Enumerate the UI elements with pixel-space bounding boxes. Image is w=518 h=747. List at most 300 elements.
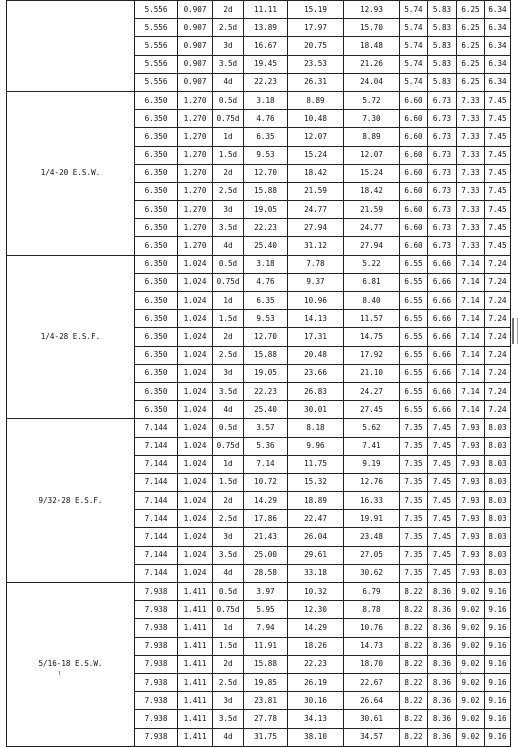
table-cell: 6.350 (135, 310, 178, 328)
table-cell: 7.24 (485, 401, 511, 419)
table-cell: 0.5d (213, 91, 244, 109)
table-cell: 7.33 (457, 110, 485, 128)
table-cell: 7.35 (400, 510, 428, 528)
table-cell: 8.22 (400, 601, 428, 619)
table-cell: 14.75 (344, 328, 400, 346)
table-cell: 6.34 (485, 1, 511, 19)
table-cell: 7.93 (457, 419, 485, 437)
table-cell: 1.024 (178, 546, 213, 564)
table-cell: 1.024 (178, 328, 213, 346)
table-cell: 6.350 (135, 382, 178, 400)
table-row (7, 419, 511, 437)
table-cell: 11.75 (288, 455, 344, 473)
table-cell: 6.55 (400, 346, 428, 364)
table-cell: 0.907 (178, 19, 213, 37)
table-cell: 34.57 (344, 728, 400, 746)
table-cell: 6.55 (400, 292, 428, 310)
table-cell: 6.35 (244, 128, 288, 146)
table-cell: 9.02 (457, 583, 485, 601)
table-cell: 15.24 (288, 146, 344, 164)
table-cell: 5.95 (244, 601, 288, 619)
table-cell: 7.144 (135, 546, 178, 564)
table-cell: 9.37 (288, 273, 344, 291)
thread-size-label (7, 1, 135, 92)
table-cell: 2.5d (213, 182, 244, 200)
table-cell: 7.45 (428, 510, 457, 528)
table-cell: 7.35 (400, 564, 428, 582)
table-cell: 5.74 (400, 37, 428, 55)
table-cell: 3d (213, 692, 244, 710)
table-cell: 3.5d (213, 55, 244, 73)
table-cell: 9.16 (485, 637, 511, 655)
table-cell: 18.26 (288, 637, 344, 655)
table-cell: 8.36 (428, 583, 457, 601)
table-cell: 2d (213, 1, 244, 19)
table-cell: 24.77 (344, 219, 400, 237)
table-cell: 0.75d (213, 437, 244, 455)
table-cell: 6.34 (485, 19, 511, 37)
table-cell: 8.03 (485, 419, 511, 437)
table-cell: 8.89 (288, 91, 344, 109)
table-cell: 5.72 (344, 91, 400, 109)
table-cell: 16.67 (244, 37, 288, 55)
table-cell: 8.22 (400, 728, 428, 746)
table-cell: 1.024 (178, 382, 213, 400)
thread-spec-table (6, 0, 511, 747)
table-cell: 6.350 (135, 346, 178, 364)
table-cell: 1.024 (178, 564, 213, 582)
table-cell: 7.14 (244, 455, 288, 473)
table-cell: 19.05 (244, 364, 288, 382)
table-cell: 7.14 (457, 292, 485, 310)
table-cell: 8.22 (400, 619, 428, 637)
table-cell: 4d (213, 401, 244, 419)
table-cell: 6.350 (135, 292, 178, 310)
table-cell: 9.02 (457, 673, 485, 691)
table-cell: 0.5d (213, 419, 244, 437)
table-cell: 24.77 (288, 201, 344, 219)
table-cell: 6.60 (400, 164, 428, 182)
table-cell: 7.14 (457, 401, 485, 419)
table-cell: 7.45 (428, 473, 457, 491)
table-cell: 7.144 (135, 419, 178, 437)
table-cell: 21.43 (244, 528, 288, 546)
table-cell: 8.36 (428, 692, 457, 710)
table-cell: 7.938 (135, 692, 178, 710)
table-cell: 18.42 (288, 164, 344, 182)
table-cell: 6.55 (400, 382, 428, 400)
table-cell: 26.83 (288, 382, 344, 400)
table-row (7, 91, 511, 109)
table-cell: 19.05 (244, 201, 288, 219)
table-cell: 1.5d (213, 310, 244, 328)
table-cell: 6.350 (135, 110, 178, 128)
table-cell: 6.350 (135, 164, 178, 182)
table-cell: 25.00 (244, 546, 288, 564)
table-cell: 8.03 (485, 492, 511, 510)
table-cell: 7.93 (457, 528, 485, 546)
table-cell: 0.907 (178, 1, 213, 19)
table-cell: 25.40 (244, 237, 288, 255)
table-cell: 7.45 (485, 91, 511, 109)
table-cell: 1.024 (178, 401, 213, 419)
table-cell: 5.556 (135, 37, 178, 55)
table-cell: 7.33 (457, 146, 485, 164)
table-cell: 7.938 (135, 710, 178, 728)
thread-spec-sheet (6, 0, 510, 747)
page-corner-mark-left (59, 671, 60, 675)
table-cell: 4d (213, 237, 244, 255)
table-cell: 1.024 (178, 346, 213, 364)
table-cell: 6.73 (428, 182, 457, 200)
table-cell: 0.75d (213, 273, 244, 291)
table-cell: 22.23 (288, 655, 344, 673)
table-cell: 6.55 (400, 310, 428, 328)
table-cell: 1.024 (178, 273, 213, 291)
table-cell: 10.72 (244, 473, 288, 491)
table-cell: 5.74 (400, 55, 428, 73)
table-cell: 7.938 (135, 728, 178, 746)
table-cell: 1.024 (178, 492, 213, 510)
table-cell: 0.907 (178, 55, 213, 73)
table-cell: 1.411 (178, 583, 213, 601)
table-cell: 1.270 (178, 146, 213, 164)
table-cell: 25.40 (244, 401, 288, 419)
table-cell: 24.04 (344, 73, 400, 91)
table-cell: 5.83 (428, 37, 457, 55)
table-cell: 3.57 (244, 419, 288, 437)
table-cell: 7.35 (400, 437, 428, 455)
table-cell: 7.33 (457, 201, 485, 219)
table-cell: 7.24 (485, 310, 511, 328)
table-cell: 6.73 (428, 237, 457, 255)
table-cell: 27.45 (344, 401, 400, 419)
table-cell: 7.938 (135, 583, 178, 601)
table-cell: 12.70 (244, 328, 288, 346)
table-cell: 6.73 (428, 91, 457, 109)
table-cell: 20.75 (288, 37, 344, 55)
table-cell: 6.66 (428, 382, 457, 400)
table-cell: 3d (213, 364, 244, 382)
table-cell: 26.19 (288, 673, 344, 691)
table-cell: 34.13 (288, 710, 344, 728)
table-cell: 1.411 (178, 601, 213, 619)
table-cell: 27.78 (244, 710, 288, 728)
table-cell: 7.14 (457, 364, 485, 382)
table-cell: 6.34 (485, 37, 511, 55)
table-cell: 6.55 (400, 328, 428, 346)
table-cell: 23.53 (288, 55, 344, 73)
table-cell: 7.93 (457, 510, 485, 528)
table-cell: 19.85 (244, 673, 288, 691)
table-cell: 29.61 (288, 546, 344, 564)
table-cell: 6.60 (400, 237, 428, 255)
table-cell: 7.144 (135, 564, 178, 582)
table-cell: 1.270 (178, 201, 213, 219)
table-cell: 9.53 (244, 310, 288, 328)
table-cell: 8.03 (485, 473, 511, 491)
table-cell: 8.03 (485, 528, 511, 546)
table-cell: 7.33 (457, 164, 485, 182)
table-cell: 4.76 (244, 273, 288, 291)
table-cell: 16.33 (344, 492, 400, 510)
table-cell: 12.07 (344, 146, 400, 164)
table-cell: 6.60 (400, 201, 428, 219)
table-cell: 1.270 (178, 91, 213, 109)
table-cell: 7.45 (428, 528, 457, 546)
scroll-marker (512, 318, 518, 344)
table-cell: 6.60 (400, 128, 428, 146)
table-cell: 14.29 (288, 619, 344, 637)
table-cell: 8.22 (400, 673, 428, 691)
table-cell: 7.93 (457, 564, 485, 582)
table-cell: 21.10 (344, 364, 400, 382)
table-cell: 10.32 (288, 583, 344, 601)
table-cell: 15.19 (288, 1, 344, 19)
table-cell: 7.78 (288, 255, 344, 273)
table-cell: 15.32 (288, 473, 344, 491)
table-cell: 1.024 (178, 364, 213, 382)
table-cell: 6.73 (428, 164, 457, 182)
table-cell: 3.5d (213, 710, 244, 728)
table-cell: 6.73 (428, 146, 457, 164)
table-cell: 6.350 (135, 128, 178, 146)
table-cell: 7.45 (485, 237, 511, 255)
table-cell: 1d (213, 455, 244, 473)
table-cell: 22.47 (288, 510, 344, 528)
table-cell: 5.74 (400, 73, 428, 91)
table-cell: 6.66 (428, 292, 457, 310)
table-cell: 6.60 (400, 182, 428, 200)
table-cell: 6.55 (400, 364, 428, 382)
table-cell: 1.411 (178, 673, 213, 691)
table-cell: 26.31 (288, 73, 344, 91)
table-cell: 7.45 (485, 128, 511, 146)
table-cell: 6.350 (135, 201, 178, 219)
table-cell: 6.73 (428, 110, 457, 128)
table-cell: 17.31 (288, 328, 344, 346)
table-cell: 7.93 (457, 437, 485, 455)
table-cell: 1d (213, 292, 244, 310)
table-cell: 1.5d (213, 637, 244, 655)
table-cell: 8.18 (288, 419, 344, 437)
table-cell: 3d (213, 528, 244, 546)
table-cell: 6.350 (135, 237, 178, 255)
table-cell: 6.25 (457, 73, 485, 91)
table-cell: 7.14 (457, 328, 485, 346)
table-cell: 1.270 (178, 110, 213, 128)
table-cell: 6.350 (135, 364, 178, 382)
thread-size-label: 1/4-28 E.S.F. (7, 255, 135, 419)
table-cell: 0.75d (213, 110, 244, 128)
table-cell: 7.94 (244, 619, 288, 637)
table-cell: 1.024 (178, 510, 213, 528)
table-cell: 26.04 (288, 528, 344, 546)
table-cell: 9.53 (244, 146, 288, 164)
table-cell: 5.83 (428, 55, 457, 73)
table-cell: 1.411 (178, 710, 213, 728)
table-cell: 31.75 (244, 728, 288, 746)
table-cell: 0.907 (178, 37, 213, 55)
table-cell: 7.144 (135, 492, 178, 510)
table-cell: 5.83 (428, 1, 457, 19)
table-cell: 0.5d (213, 255, 244, 273)
table-cell: 21.59 (344, 201, 400, 219)
table-cell: 6.66 (428, 328, 457, 346)
table-cell: 7.45 (485, 164, 511, 182)
table-cell: 15.88 (244, 346, 288, 364)
table-cell: 9.19 (344, 455, 400, 473)
table-cell: 7.938 (135, 637, 178, 655)
table-cell: 11.11 (244, 1, 288, 19)
table-cell: 8.22 (400, 637, 428, 655)
table-cell: 6.350 (135, 182, 178, 200)
table-cell: 8.36 (428, 655, 457, 673)
table-cell: 7.35 (400, 419, 428, 437)
table-cell: 6.350 (135, 401, 178, 419)
table-cell: 7.144 (135, 455, 178, 473)
table-cell: 3.18 (244, 91, 288, 109)
table-cell: 7.45 (485, 219, 511, 237)
table-cell: 8.36 (428, 673, 457, 691)
table-cell: 9.16 (485, 692, 511, 710)
table-cell: 7.14 (457, 382, 485, 400)
table-cell: 26.64 (344, 692, 400, 710)
table-cell: 15.24 (344, 164, 400, 182)
table-cell: 9.02 (457, 728, 485, 746)
table-cell: 1d (213, 619, 244, 637)
table-cell: 7.45 (428, 546, 457, 564)
table-cell: 20.48 (288, 346, 344, 364)
table-cell: 21.59 (288, 182, 344, 200)
table-cell: 9.02 (457, 637, 485, 655)
table-cell: 31.12 (288, 237, 344, 255)
table-cell: 6.25 (457, 1, 485, 19)
table-row (7, 255, 511, 273)
table-cell: 9.02 (457, 619, 485, 637)
table-cell: 6.350 (135, 91, 178, 109)
table-cell: 1.024 (178, 455, 213, 473)
table-cell: 1.5d (213, 146, 244, 164)
table-cell: 13.89 (244, 19, 288, 37)
table-cell: 3.18 (244, 255, 288, 273)
table-cell: 6.34 (485, 55, 511, 73)
table-cell: 6.55 (400, 273, 428, 291)
table-cell: 2d (213, 328, 244, 346)
table-cell: 3.5d (213, 546, 244, 564)
table-cell: 1.024 (178, 473, 213, 491)
table-cell: 6.66 (428, 364, 457, 382)
table-cell: 6.350 (135, 328, 178, 346)
table-cell: 7.93 (457, 473, 485, 491)
table-cell: 6.60 (400, 91, 428, 109)
table-cell: 1.411 (178, 655, 213, 673)
table-cell: 3.97 (244, 583, 288, 601)
table-cell: 7.938 (135, 655, 178, 673)
table-cell: 9.02 (457, 601, 485, 619)
table-cell: 5.556 (135, 19, 178, 37)
table-cell: 8.03 (485, 546, 511, 564)
table-cell: 1.024 (178, 419, 213, 437)
thread-size-label: 5/16-18 E.S.W. (7, 583, 135, 747)
table-cell: 7.24 (485, 382, 511, 400)
table-cell: 6.66 (428, 346, 457, 364)
table-cell: 11.57 (344, 310, 400, 328)
table-cell: 6.350 (135, 219, 178, 237)
table-cell: 7.35 (400, 473, 428, 491)
table-cell: 8.03 (485, 437, 511, 455)
table-cell: 8.03 (485, 510, 511, 528)
table-cell: 22.23 (244, 73, 288, 91)
table-cell: 7.35 (400, 528, 428, 546)
thread-size-label: 1/4-20 E.S.W. (7, 91, 135, 255)
table-cell: 5.556 (135, 73, 178, 91)
table-cell: 18.70 (344, 655, 400, 673)
table-cell: 7.30 (344, 110, 400, 128)
table-cell: 10.96 (288, 292, 344, 310)
table-cell: 14.29 (244, 492, 288, 510)
table-cell: 7.33 (457, 219, 485, 237)
table-cell: 5.83 (428, 19, 457, 37)
table-cell: 3.5d (213, 219, 244, 237)
table-cell: 8.89 (344, 128, 400, 146)
table-cell: 1.411 (178, 728, 213, 746)
table-cell: 0.5d (213, 583, 244, 601)
table-cell: 8.22 (400, 655, 428, 673)
table-cell: 8.36 (428, 637, 457, 655)
table-cell: 7.35 (400, 455, 428, 473)
table-cell: 28.58 (244, 564, 288, 582)
table-cell: 7.41 (344, 437, 400, 455)
table-cell: 7.144 (135, 510, 178, 528)
table-cell: 4.76 (244, 110, 288, 128)
table-cell: 6.66 (428, 273, 457, 291)
table-cell: 7.144 (135, 473, 178, 491)
table-cell: 7.24 (485, 273, 511, 291)
table-cell: 8.22 (400, 692, 428, 710)
table-cell: 5.83 (428, 73, 457, 91)
table-cell: 27.05 (344, 546, 400, 564)
table-cell: 2d (213, 492, 244, 510)
table-cell: 15.88 (244, 655, 288, 673)
table-cell: 30.62 (344, 564, 400, 582)
table-cell: 7.93 (457, 492, 485, 510)
table-cell: 7.144 (135, 528, 178, 546)
table-cell: 7.45 (485, 201, 511, 219)
table-cell: 4d (213, 564, 244, 582)
table-cell: 7.45 (428, 437, 457, 455)
table-cell: 7.24 (485, 364, 511, 382)
table-cell: 1.411 (178, 637, 213, 655)
table-cell: 7.35 (400, 492, 428, 510)
page-corner-mark-right (460, 671, 461, 675)
table-cell: 6.81 (344, 273, 400, 291)
table-cell: 8.40 (344, 292, 400, 310)
table-cell: 23.81 (244, 692, 288, 710)
table-cell: 17.92 (344, 346, 400, 364)
table-cell: 3d (213, 37, 244, 55)
table-cell: 7.14 (457, 273, 485, 291)
table-cell: 7.33 (457, 128, 485, 146)
table-cell: 7.93 (457, 546, 485, 564)
table-cell: 1.024 (178, 437, 213, 455)
table-body (7, 1, 511, 747)
table-cell: 30.16 (288, 692, 344, 710)
table-cell: 24.27 (344, 382, 400, 400)
table-cell: 17.86 (244, 510, 288, 528)
table-cell: 22.23 (244, 219, 288, 237)
table-cell: 3.5d (213, 382, 244, 400)
